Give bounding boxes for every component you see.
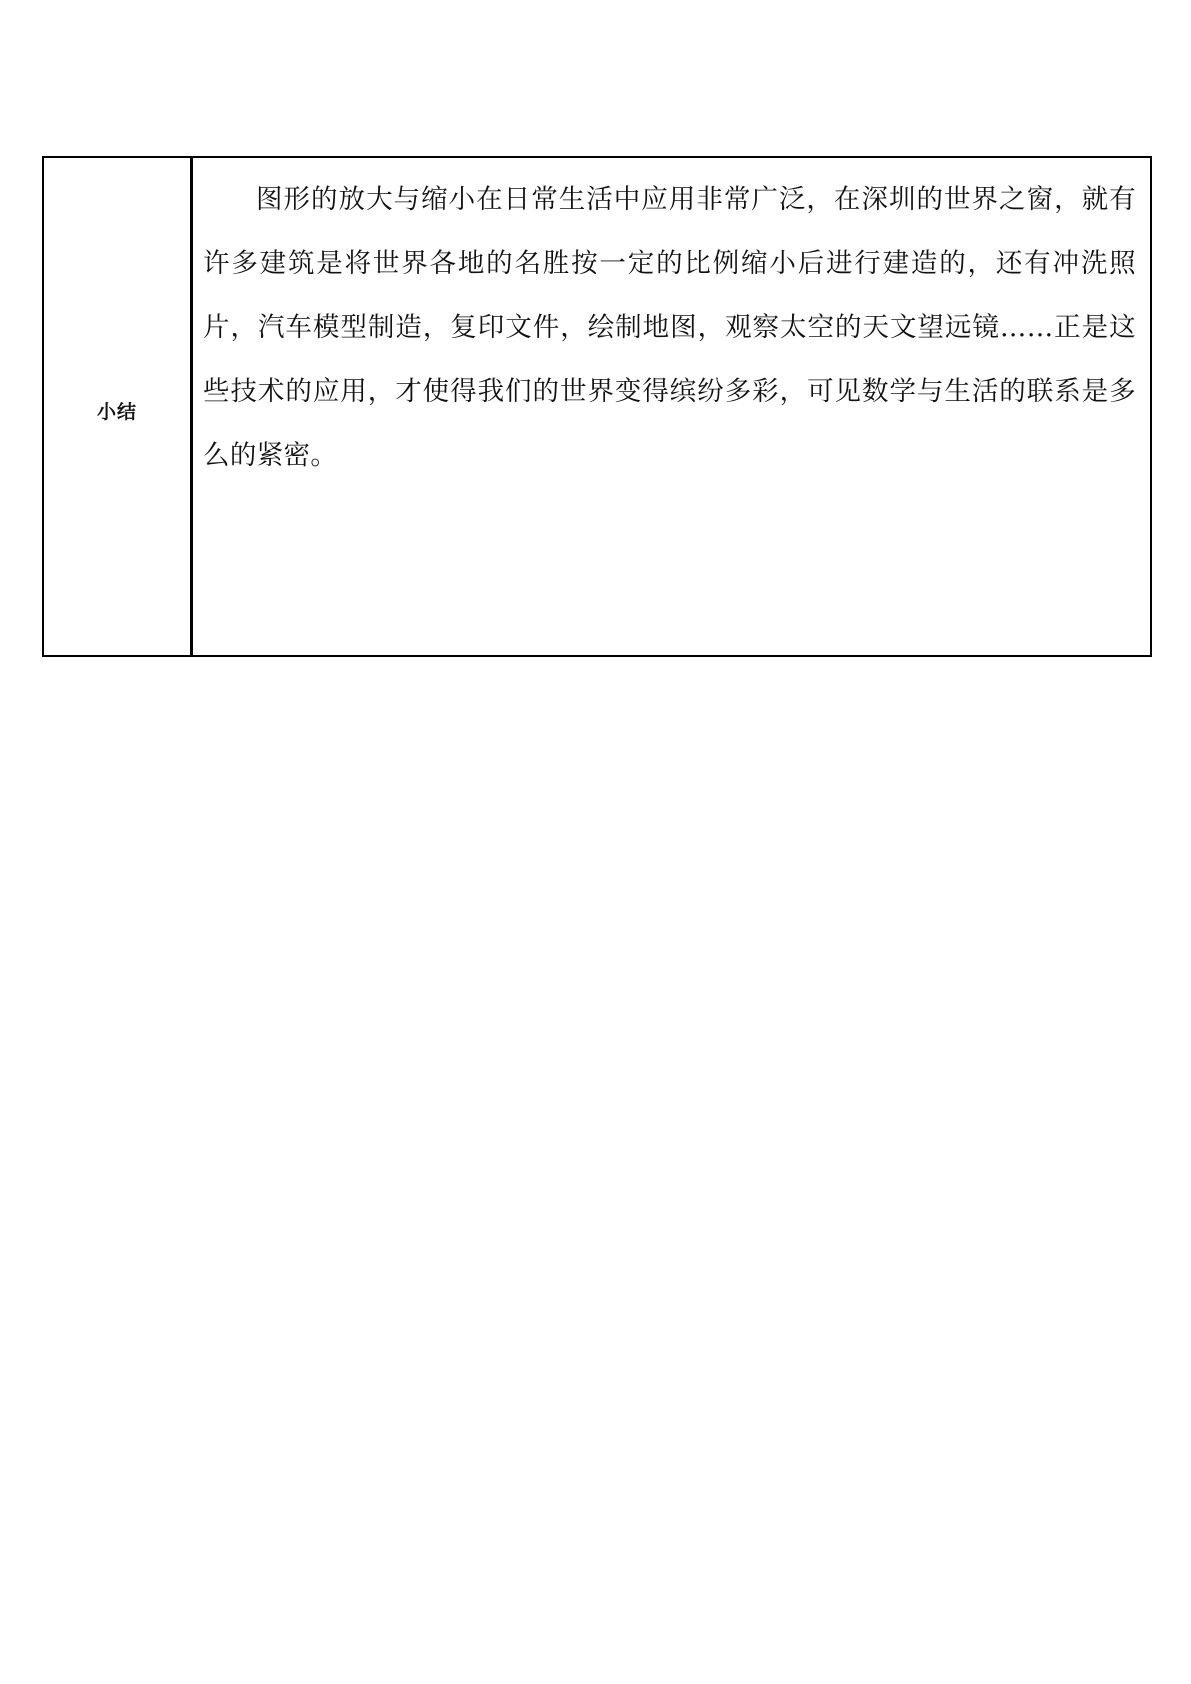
row-label-cell — [44, 158, 193, 655]
content-cell — [193, 158, 1150, 655]
summary-paragraph: 图形的放大与缩小在日常生活中应用非常广泛，在深圳的世界之窗，就有许多建筑是将世界各地的名胜按一定的比例缩小后进行建造的，还有冲洗照片，汽车模型制造，复印文件，绘制地图，观察太空的天文望远镜……正是这些技术的应用，才使得我们的世界变得缤纷多彩，可见数学与生活的联系是多么的紧密。 — [203, 184, 1136, 471]
summary-table — [42, 156, 1152, 657]
row-label: 小结 — [96, 401, 137, 423]
